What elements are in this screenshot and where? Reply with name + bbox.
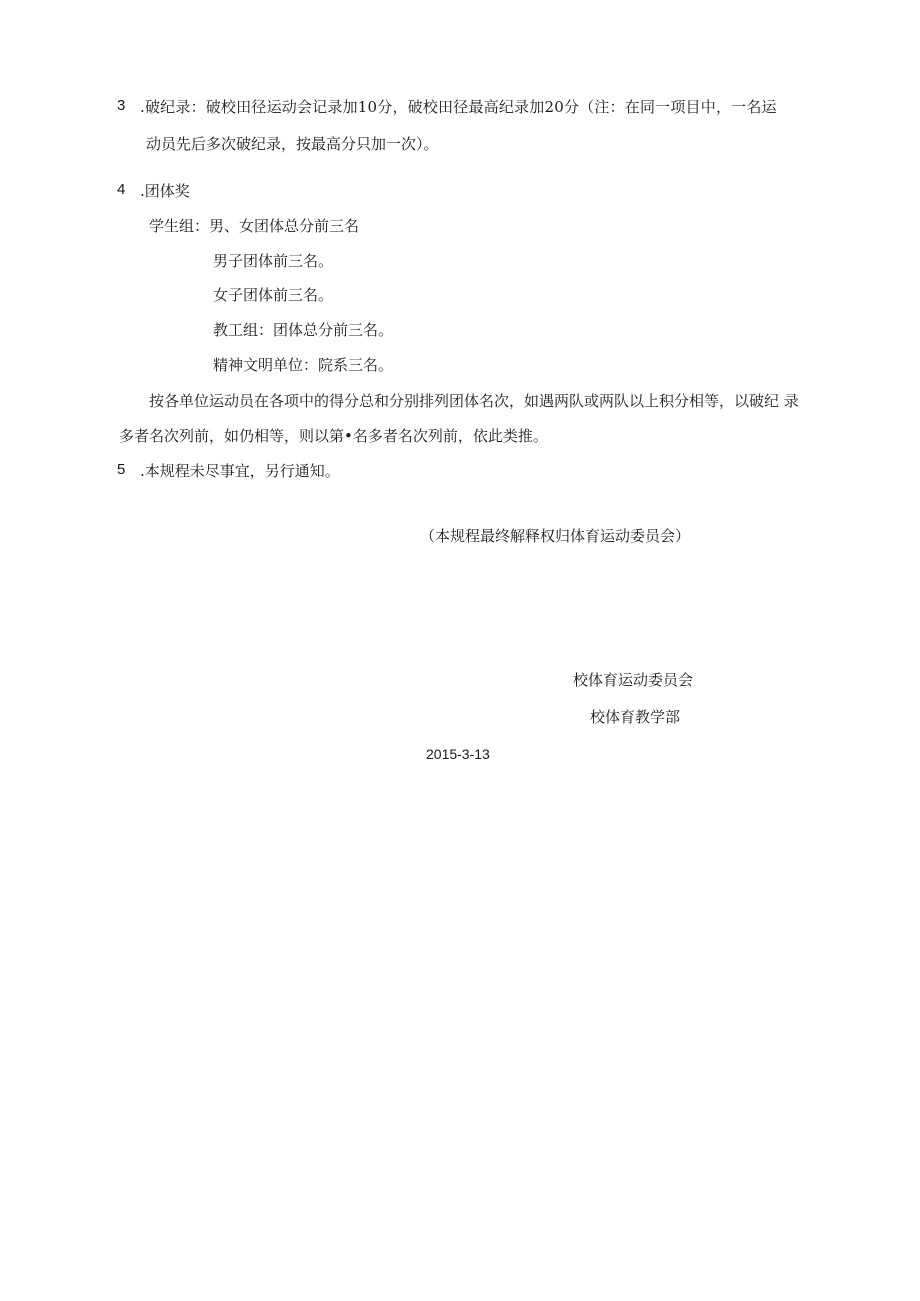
record-breaking-rule-line-2: 动员先后多次破纪录，按最高分只加一次）。 — [146, 135, 439, 153]
item-number: 5 — [117, 461, 126, 478]
ranking-rule-line-2: 多者名次列前，如仍相等，则以第•名多者名次列前，依此类推。 — [119, 427, 548, 445]
female-team-award: 女子团体前三名。 — [213, 286, 334, 304]
signature-date: 2015-3-13 — [426, 746, 490, 762]
signature-organization-2: 校体育教学部 — [590, 708, 681, 726]
civility-unit-award: 精神文明单位：院系三名。 — [213, 356, 394, 374]
staff-group-award: 教工组：团体总分前三名。 — [213, 321, 394, 339]
item-number: 3 — [117, 97, 126, 114]
other-matters-note: .本规程未尽事宜，另行通知。 — [140, 462, 340, 480]
male-team-award: 男子团体前三名。 — [213, 252, 334, 270]
item-number: 4 — [117, 181, 126, 198]
student-group-award: 学生组：男、女团体总分前三名 — [149, 217, 360, 235]
interpretation-note: （本规程最终解释权归体育运动委员会） — [420, 527, 691, 545]
ranking-rule-line-1: 按各单位运动员在各项中的得分总和分别排列团体名次，如遇两队或两队以上积分相等，以破纪 录 — [149, 392, 799, 410]
signature-organization-1: 校体育运动委员会 — [573, 671, 694, 689]
record-breaking-rule-line-1: .破纪录：破校田径运动会记录加10分，破校田径最高纪录加20分（注：在同一项目中，一名运 — [140, 98, 777, 116]
team-award-heading: .团体奖 — [140, 182, 190, 200]
